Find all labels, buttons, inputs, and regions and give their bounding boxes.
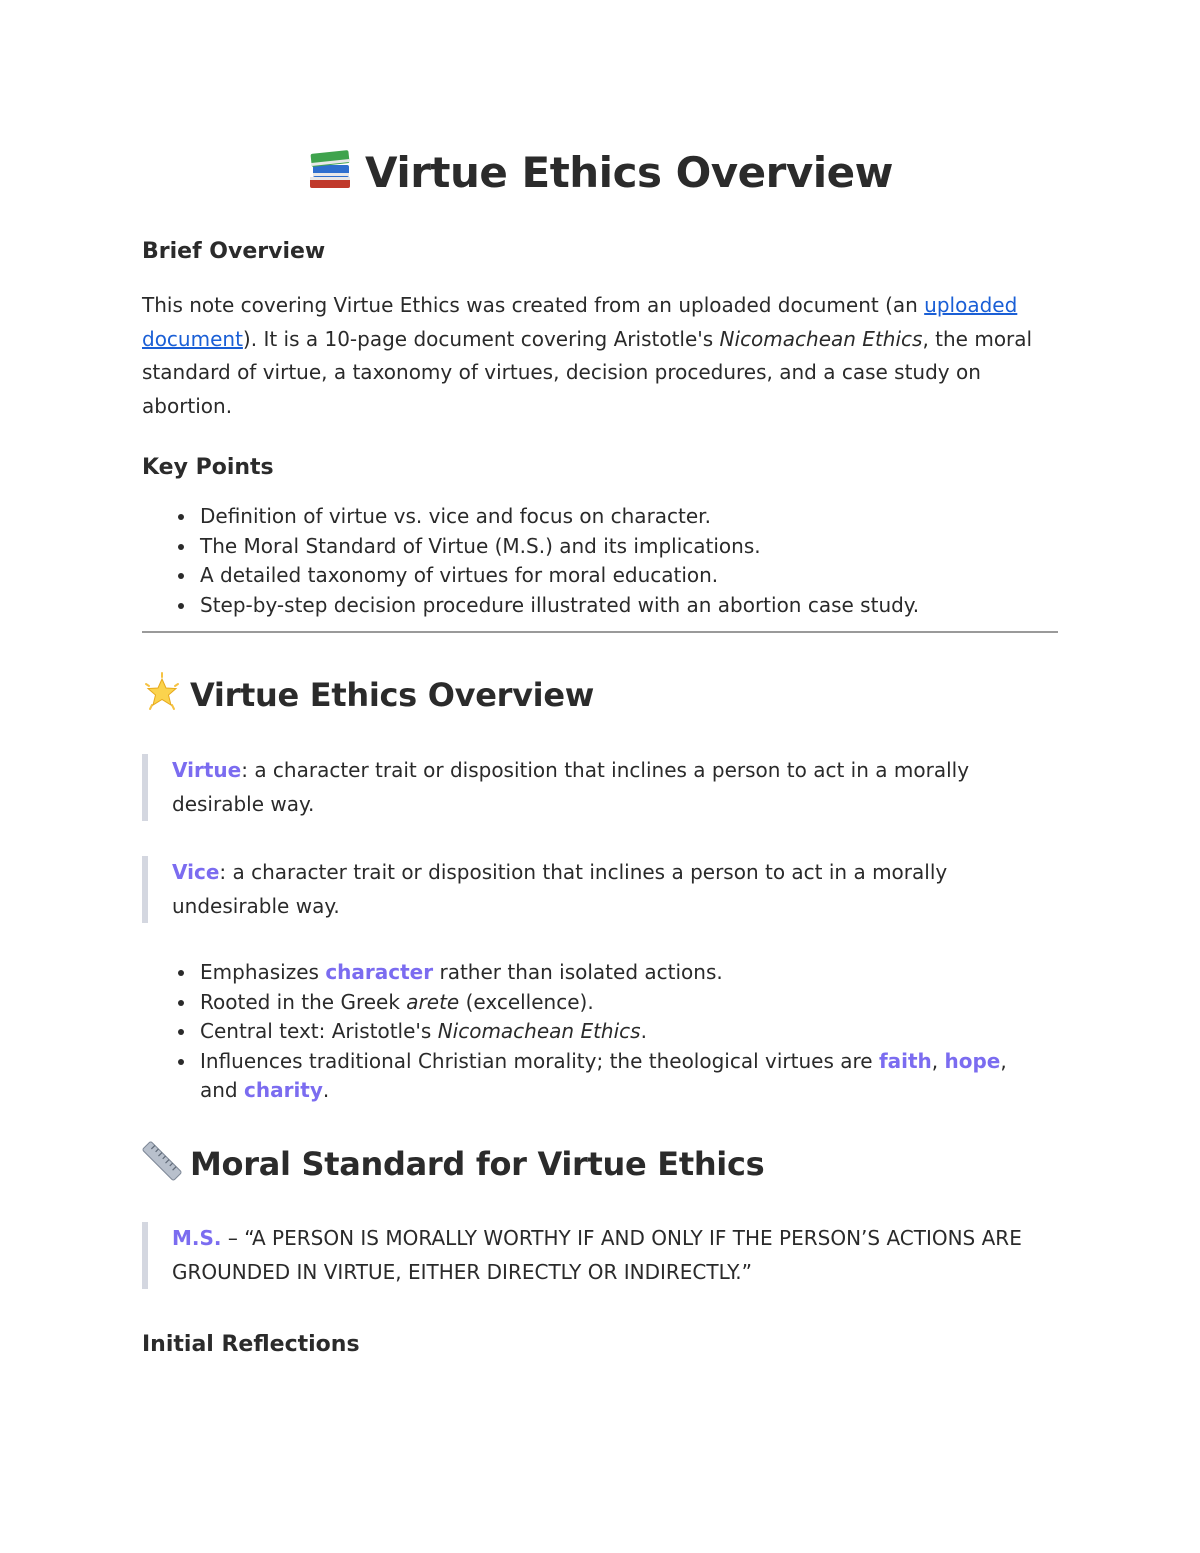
virtue-definition: : a character trait or disposition that inclines a person to act in a morally desirable way. [172, 758, 970, 816]
list-item [142, 1047, 1042, 1106]
document-title-text: Virtue Ethics Overview [365, 148, 893, 197]
uploaded-document-link[interactable]: uploaded document [142, 293, 1018, 351]
bullet-icon [178, 603, 184, 609]
vice-definition: : a character trait or disposition that inclines a person to act in a morally undesirable way. [172, 860, 948, 918]
list-item [142, 988, 1042, 1018]
b4-post: . [322, 1078, 330, 1102]
moral-standard-heading [142, 1141, 764, 1191]
overview-heading [142, 672, 594, 722]
b3-post: . [640, 1019, 647, 1043]
virtue-definition-quote [142, 754, 1058, 821]
list-item [142, 1017, 1042, 1047]
virtue-term: Virtue [172, 758, 242, 782]
list-item-text: The Moral Standard of Virtue (M.S.) and its implications. [200, 533, 761, 558]
ruler-icon [142, 1141, 182, 1191]
b4-sep2: , and [200, 1048, 1007, 1102]
bullet-icon [178, 1000, 184, 1006]
bullet-icon [178, 970, 184, 976]
charity-highlight: charity [243, 1078, 323, 1102]
key-points-heading: Key Points [142, 455, 274, 480]
ms-statement: – “A PERSON IS MORALLY WORTHY IF AND ONLY IF THE PERSON’S ACTIONS ARE GROUNDED IN VIRTUE, EITHER DIRECTLY OR INDIRECTLY.” [172, 1226, 1022, 1284]
moral-standard-heading-text: Moral Standard for Virtue Ethics [190, 1145, 765, 1183]
initial-reflections-heading: Initial Reflections [142, 1332, 360, 1357]
ms-term: M.S. [172, 1226, 222, 1250]
b3-pre: Central text: Aristotle's [200, 1019, 438, 1043]
bullet-icon [178, 573, 184, 579]
list-item [142, 958, 1042, 988]
overview-heading-text: Virtue Ethics Overview [190, 676, 594, 714]
brief-italic-title: Nicomachean Ethics [719, 326, 923, 351]
b1-post: rather than isolated actions. [433, 960, 723, 984]
b2-post: (excellence). [459, 989, 594, 1014]
brief-text-2: ). It is a 10-page document covering Aristotle's [242, 326, 720, 351]
b2-pre: Rooted in the Greek [200, 989, 407, 1014]
bullet-icon [178, 1059, 184, 1065]
section-divider [142, 631, 1058, 633]
list-item [142, 532, 1042, 562]
brief-overview-heading: Brief Overview [142, 239, 326, 264]
key-points-list [142, 502, 1042, 620]
glowing-star-icon [142, 672, 182, 722]
vice-term: Vice [172, 860, 220, 884]
overview-list [142, 958, 1042, 1106]
hope-highlight: hope [944, 1048, 1001, 1073]
document-title [142, 146, 1058, 204]
list-item-text: A detailed taxonomy of virtues for moral education. [200, 563, 719, 587]
vice-definition-quote [142, 856, 1058, 923]
brief-text-3: , the moral standard of virtue, a taxonomy of virtues, decision procedures, and a case study on abortion. [142, 326, 1033, 418]
list-item [142, 561, 1042, 591]
list-item [142, 591, 1042, 621]
b4-sep1: , [931, 1048, 945, 1073]
brief-text-1: This note covering Virtue Ethics was created from an uploaded document (an [142, 293, 925, 317]
character-highlight: character [325, 960, 434, 984]
bullet-icon [178, 1029, 184, 1035]
list-item [142, 502, 1042, 532]
moral-standard-quote [142, 1222, 1058, 1289]
bullet-icon [178, 514, 184, 520]
books-icon [307, 147, 353, 204]
list-item-text: Definition of virtue vs. vice and focus on character. [200, 504, 711, 528]
nicomachean-italic: Nicomachean Ethics [437, 1019, 641, 1043]
bullet-icon [178, 544, 184, 550]
faith-highlight: faith [878, 1048, 932, 1073]
b1-pre: Emphasizes [200, 960, 326, 984]
list-item-text: Step-by-step decision procedure illustrated with an abortion case study. [200, 592, 920, 617]
brief-overview-paragraph [142, 289, 1042, 423]
arete-italic: arete [406, 989, 460, 1014]
b4-pre: Influences traditional Christian morality; the theological virtues are [200, 1048, 879, 1073]
